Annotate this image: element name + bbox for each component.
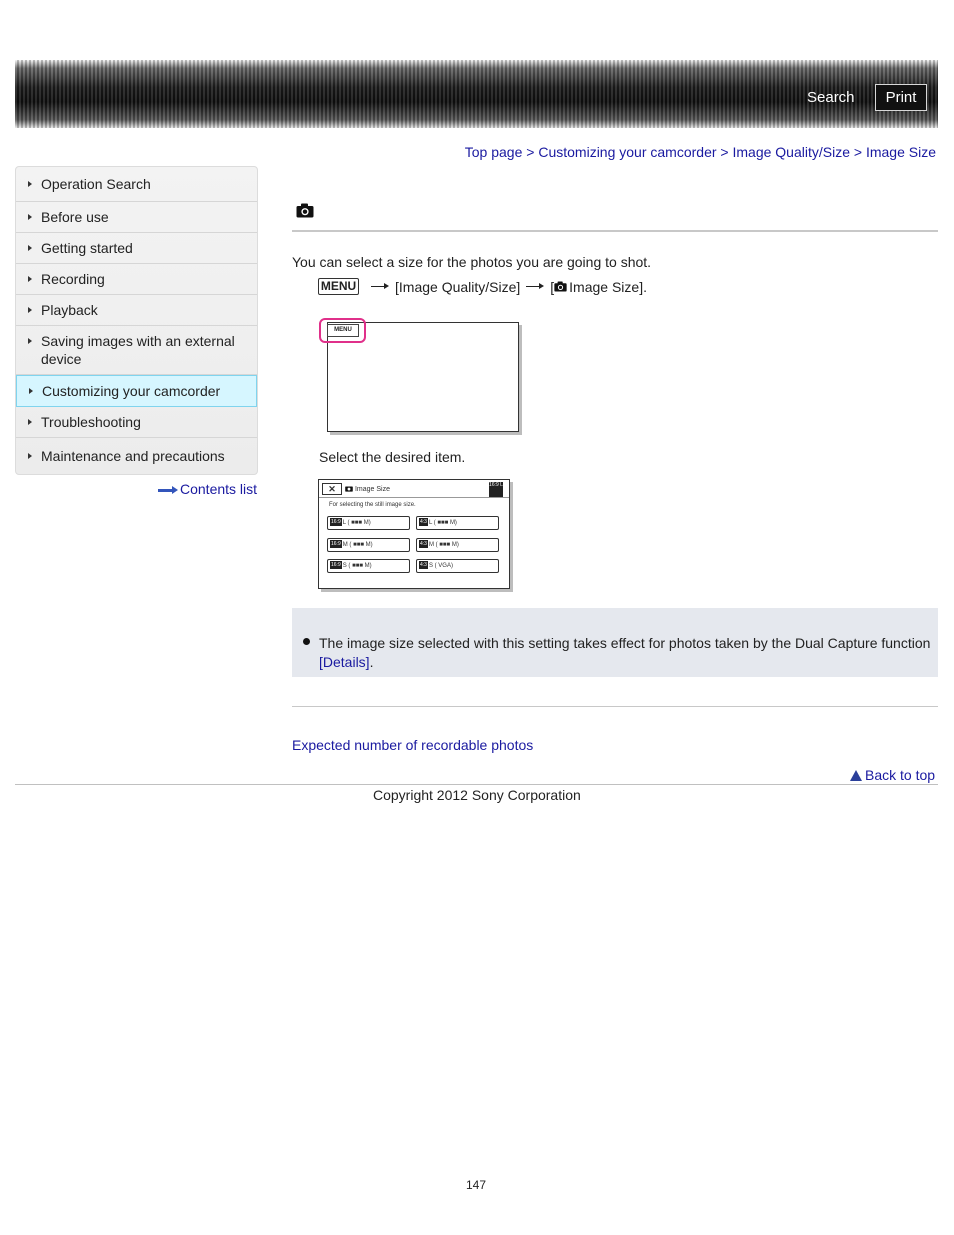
screen-hint: For selecting the still image size. bbox=[329, 502, 416, 508]
screen-title bbox=[345, 485, 390, 493]
chevron-right-icon bbox=[28, 276, 32, 282]
sidebar-item-label: Getting started bbox=[41, 240, 133, 256]
intro-text: You can select a size for the photos you are going to shot. bbox=[292, 254, 652, 270]
sidebar-item-getting-started[interactable] bbox=[16, 233, 257, 264]
title-divider bbox=[292, 230, 938, 232]
sidebar-item-recording[interactable] bbox=[16, 264, 257, 295]
breadcrumb-separator: > bbox=[853, 144, 863, 160]
back-to-top-link[interactable] bbox=[850, 767, 935, 783]
camera-icon bbox=[554, 281, 567, 292]
size-option: 4:3 L ( ■■■ M) bbox=[416, 516, 499, 530]
step-1-part-2: Image Size]. bbox=[569, 278, 647, 295]
arrow-right-icon bbox=[526, 282, 544, 291]
contents-list-link[interactable] bbox=[158, 481, 257, 497]
breadcrumb-image-size[interactable]: Image Size bbox=[865, 144, 936, 160]
sidebar-item-customizing[interactable] bbox=[16, 375, 257, 407]
chevron-right-icon bbox=[28, 245, 32, 251]
contents-list-label: Contents list bbox=[180, 481, 258, 497]
close-icon: ✕ bbox=[322, 483, 342, 495]
copyright-text: Copyright 2012 Sony Corporation bbox=[373, 787, 581, 803]
breadcrumb-customizing[interactable]: Customizing your camcorder bbox=[538, 144, 717, 160]
chevron-right-icon bbox=[28, 338, 32, 344]
size-option: 16:9 L ( ■■■ M) bbox=[327, 516, 410, 530]
bullet-icon bbox=[303, 638, 310, 645]
sidebar-item-playback[interactable] bbox=[16, 295, 257, 326]
back-to-top-label: Back to top bbox=[865, 767, 936, 783]
camera-icon bbox=[296, 203, 314, 218]
size-option: 16:9 S ( ■■■ M) bbox=[327, 559, 410, 573]
related-link-recordable-photos[interactable]: Expected number of recordable photos bbox=[292, 737, 534, 753]
arrow-right-icon bbox=[371, 282, 389, 291]
sidebar-item-label: Saving images with an external device bbox=[41, 333, 235, 367]
breadcrumb-separator: > bbox=[720, 144, 729, 160]
chevron-right-icon bbox=[28, 307, 32, 313]
section-divider bbox=[292, 706, 938, 707]
step-1-bracket: [ bbox=[550, 278, 555, 295]
size-badge: 16:9 L bbox=[489, 482, 503, 497]
breadcrumb-image-quality[interactable]: Image Quality/Size bbox=[732, 144, 850, 160]
image-size-screen-illustration bbox=[318, 479, 510, 589]
sidebar-item-label: Customizing your camcorder bbox=[42, 383, 221, 399]
header-bar bbox=[15, 60, 938, 128]
step-2-text: Select the desired item. bbox=[319, 449, 466, 465]
screen-menu-button: MENU bbox=[327, 324, 359, 337]
breadcrumb-top-page[interactable]: Top page bbox=[464, 144, 523, 160]
sidebar-item-operation-search[interactable] bbox=[16, 167, 257, 202]
screen-divider bbox=[319, 497, 509, 498]
step-1-part-1: [Image Quality/Size] bbox=[395, 278, 521, 295]
sidebar-item-before-use[interactable] bbox=[16, 202, 257, 233]
breadcrumb-separator: > bbox=[526, 144, 535, 160]
camera-icon bbox=[345, 485, 353, 492]
chevron-right-icon bbox=[28, 453, 32, 459]
sidebar-item-troubleshooting[interactable] bbox=[16, 407, 257, 438]
page-number: 147 bbox=[466, 1178, 487, 1192]
note-suffix: . bbox=[369, 654, 374, 670]
sidebar-item-label: Before use bbox=[41, 209, 109, 225]
size-option: 16:9 M ( ■■■ M) bbox=[327, 538, 410, 552]
sidebar-item-label: Recording bbox=[41, 271, 105, 287]
triangle-up-icon bbox=[850, 770, 862, 781]
details-link[interactable]: [Details] bbox=[319, 654, 370, 670]
sidebar-item-label: Troubleshooting bbox=[41, 414, 141, 430]
step-1-instructions bbox=[318, 278, 647, 295]
chevron-right-icon bbox=[28, 419, 32, 425]
note-body: The image size selected with this setting takes effect for photos taken by the Dual Capture function bbox=[319, 635, 931, 651]
menu-button-icon: MENU bbox=[318, 278, 359, 295]
chevron-right-icon bbox=[28, 214, 32, 220]
footer-divider bbox=[15, 784, 938, 785]
sidebar-item-saving-images[interactable] bbox=[16, 326, 257, 375]
sidebar-item-label: Maintenance and precautions bbox=[41, 448, 225, 464]
sidebar-nav bbox=[15, 166, 258, 475]
screen-title-label: Image Size bbox=[354, 486, 390, 493]
sidebar-item-label: Operation Search bbox=[41, 176, 151, 192]
menu-highlight-ring bbox=[319, 318, 366, 343]
print-button[interactable]: Print bbox=[875, 84, 927, 111]
sidebar-item-label: Playback bbox=[41, 302, 98, 318]
size-option: 4:3 S ( VGA) bbox=[416, 559, 499, 573]
chevron-right-icon bbox=[28, 181, 32, 187]
arrow-right-icon bbox=[158, 486, 178, 494]
size-option: 4:3 M ( ■■■ M) bbox=[416, 538, 499, 552]
chevron-right-icon bbox=[29, 388, 33, 394]
note-text bbox=[319, 634, 934, 672]
search-link[interactable]: Search bbox=[807, 89, 855, 106]
breadcrumb bbox=[465, 144, 936, 160]
sidebar-item-maintenance[interactable] bbox=[16, 438, 257, 474]
